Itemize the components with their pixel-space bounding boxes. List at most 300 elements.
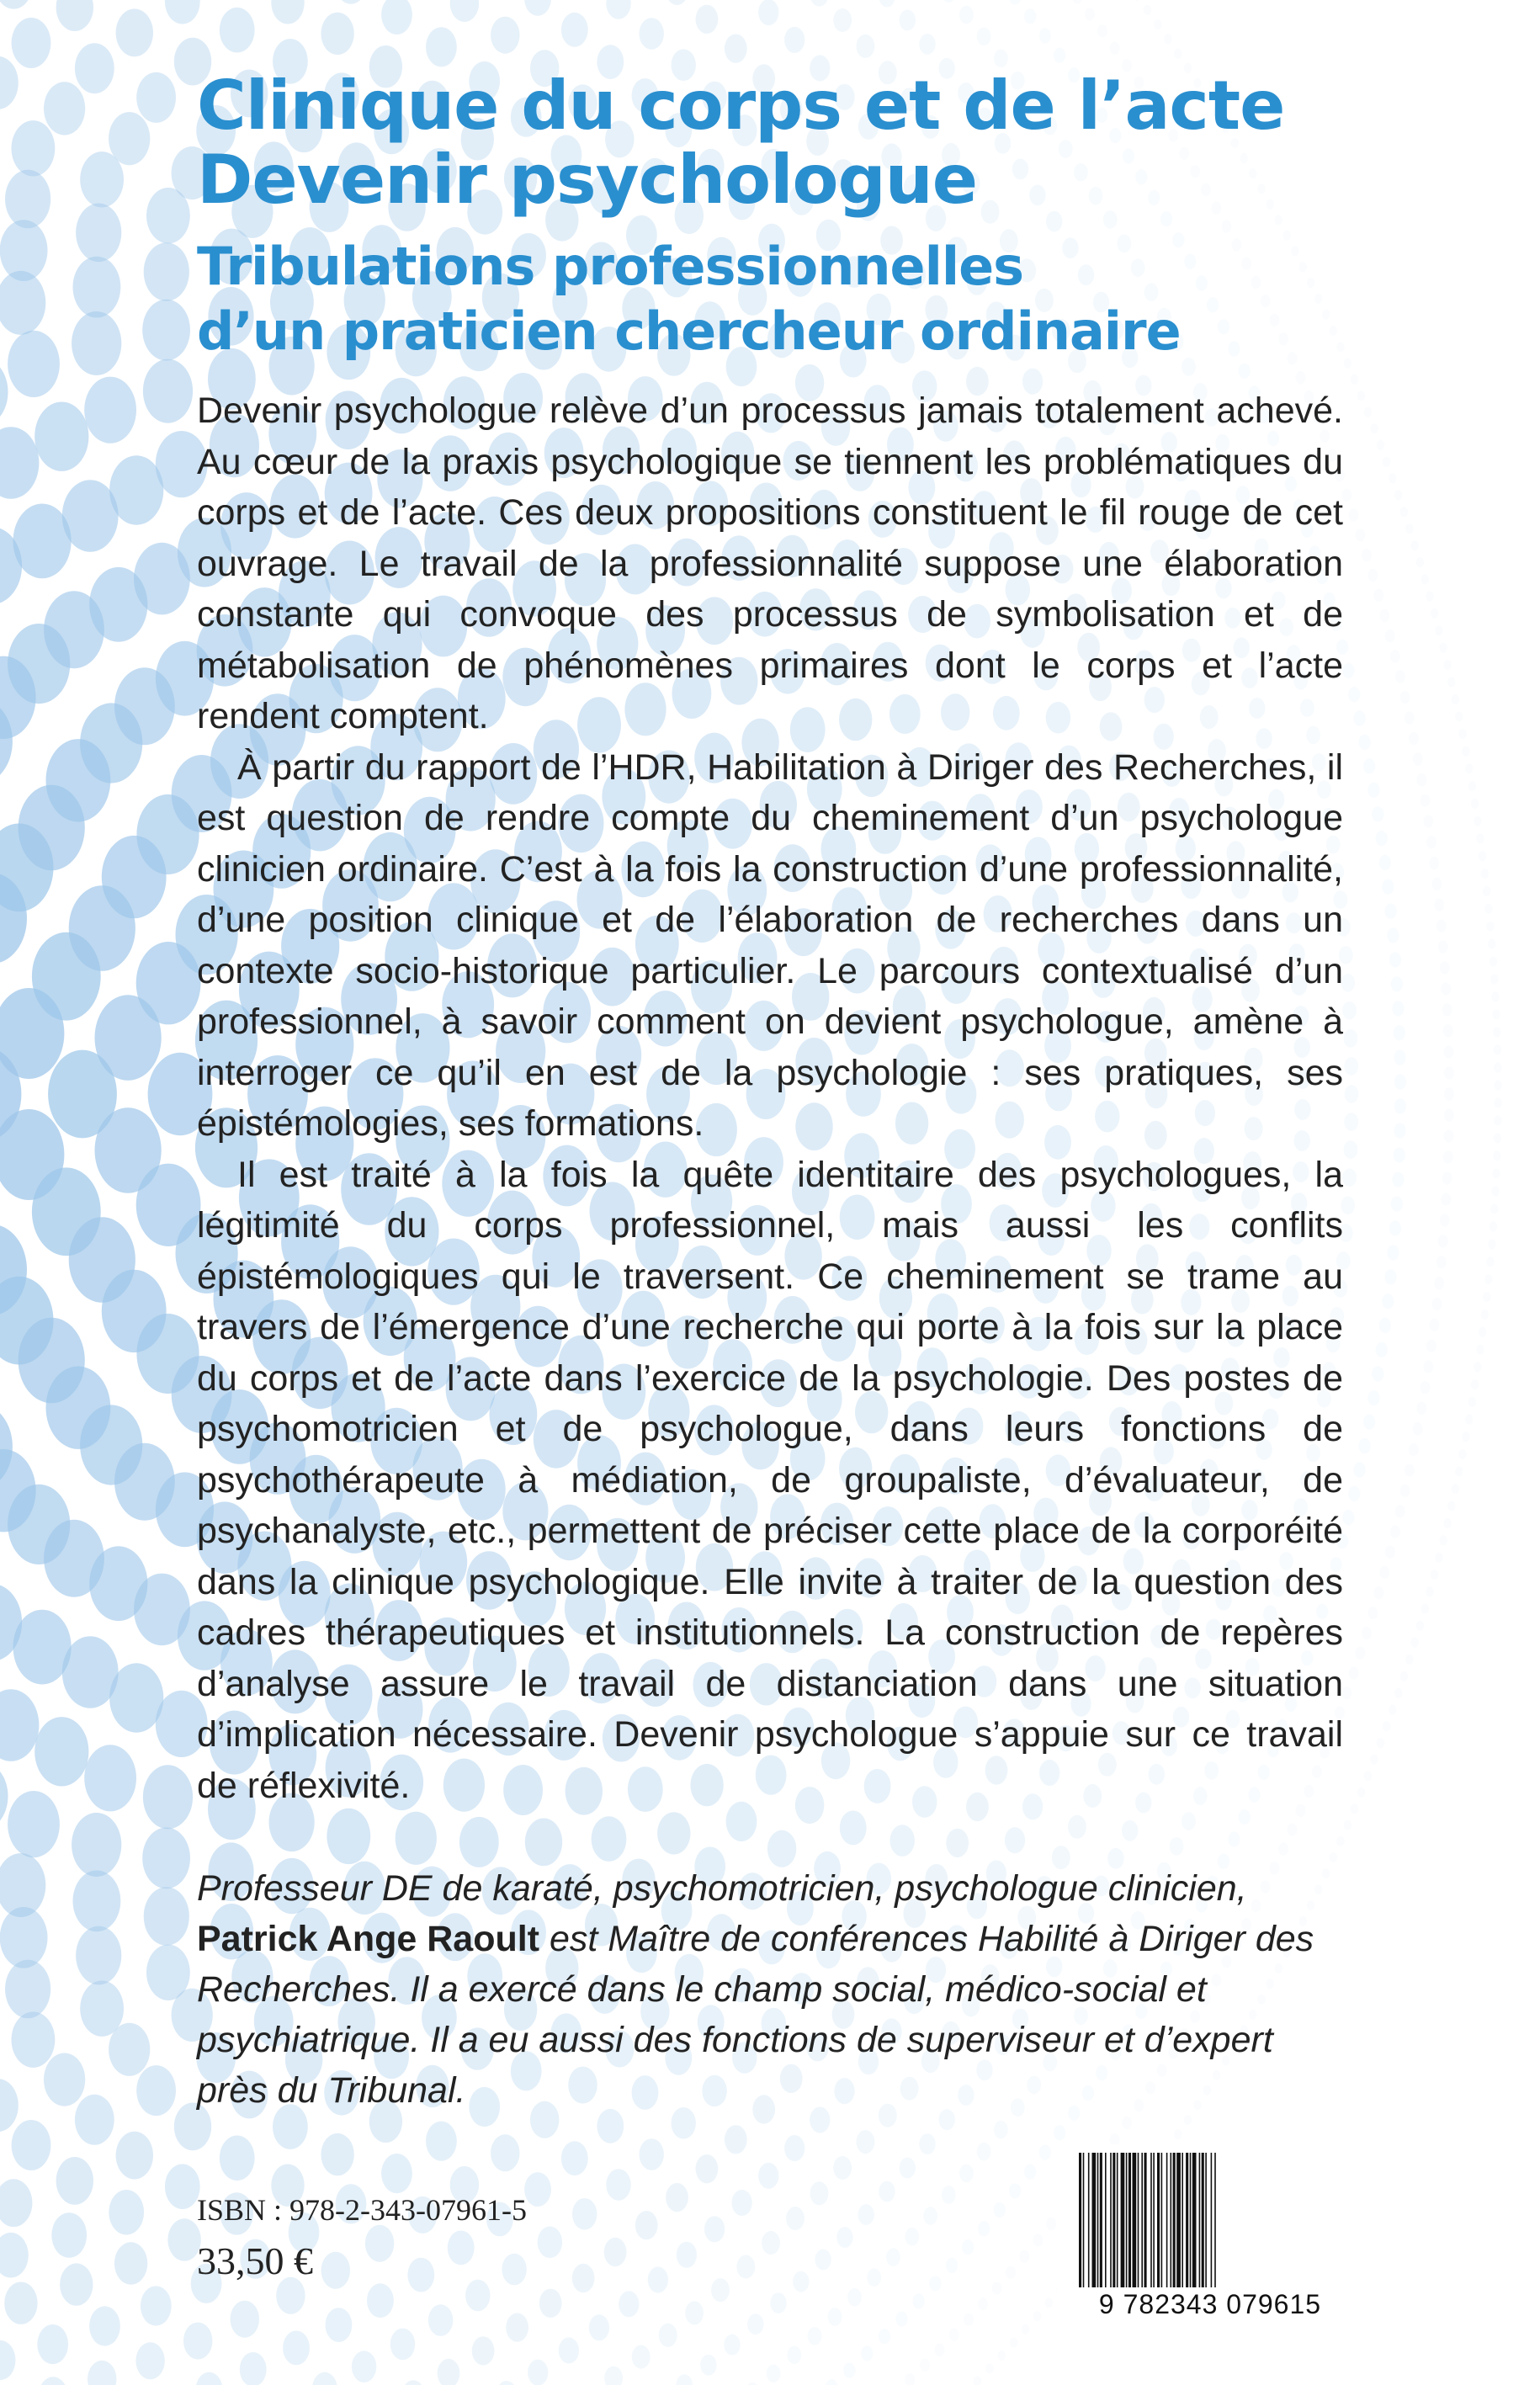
barcode-bar bbox=[1192, 2153, 1197, 2287]
background-dot bbox=[1372, 1366, 1383, 1381]
background-dot bbox=[1389, 1705, 1396, 1715]
barcode-bar bbox=[1092, 2153, 1097, 2287]
barcode-bar bbox=[1161, 2153, 1163, 2287]
price: 33,50 € bbox=[197, 2239, 313, 2282]
background-dot bbox=[524, 0, 551, 16]
background-dot bbox=[506, 2313, 528, 2341]
background-dot bbox=[1400, 1671, 1408, 1681]
background-dot bbox=[0, 2179, 32, 2227]
background-dot bbox=[1164, 34, 1171, 44]
background-dot bbox=[1377, 1738, 1384, 1748]
background-dot bbox=[1394, 1123, 1405, 1138]
background-dot bbox=[37, 2324, 68, 2364]
barcode-bar bbox=[1144, 2153, 1147, 2287]
background-dot bbox=[1432, 878, 1442, 890]
background-dot bbox=[426, 2122, 457, 2161]
background-dot bbox=[559, 2337, 579, 2363]
background-dot bbox=[1458, 1449, 1466, 1459]
background-dot bbox=[381, 2154, 412, 2193]
background-dot bbox=[561, 2141, 588, 2175]
background-dot bbox=[1390, 650, 1400, 662]
background-dot bbox=[1443, 1518, 1451, 1528]
barcode-bar bbox=[1202, 2153, 1204, 2287]
background-dot bbox=[1424, 815, 1434, 827]
background-dot bbox=[1486, 922, 1494, 932]
barcode-bar bbox=[1150, 2153, 1152, 2287]
background-dot bbox=[685, 2301, 704, 2324]
background-dot bbox=[39, 2377, 67, 2385]
background-dot bbox=[942, 0, 956, 3]
background-dot bbox=[1491, 1187, 1499, 1197]
background-dot bbox=[72, 1813, 121, 1877]
background-dot bbox=[465, 2280, 490, 2312]
background-dot bbox=[271, 0, 304, 24]
background-dot bbox=[73, 257, 121, 318]
background-dot bbox=[784, 27, 805, 53]
bio-before: Professeur DE de karaté, psychomotricien, psychologue clinicien, bbox=[197, 1868, 1247, 1909]
background-dot bbox=[56, 2157, 93, 2205]
background-dot bbox=[905, 2373, 915, 2385]
barcode-bar bbox=[1113, 2153, 1115, 2287]
background-dot bbox=[1364, 1771, 1372, 1781]
background-dot bbox=[1400, 507, 1408, 517]
background-dot bbox=[1436, 1256, 1447, 1268]
background-dot bbox=[1394, 1098, 1406, 1113]
background-dot bbox=[1085, 8, 1095, 20]
background-dot bbox=[1351, 1803, 1358, 1814]
background-dot bbox=[5, 1960, 50, 2019]
barcode-bar bbox=[1171, 2153, 1172, 2287]
background-dot bbox=[1389, 952, 1401, 967]
background-dot bbox=[1493, 1151, 1500, 1161]
background-dot bbox=[1494, 1081, 1501, 1091]
background-dot bbox=[1434, 899, 1444, 911]
author-bio bbox=[197, 1863, 1343, 2116]
background-dot bbox=[1385, 629, 1395, 642]
background-dot bbox=[1379, 855, 1391, 870]
background-dot bbox=[44, 82, 85, 135]
barcode-bar bbox=[1133, 2153, 1137, 2287]
bio-after: est Maître de conférences Habilité à Diriger des Recherches. Il a exercé dans le champ social, médico-social et psychiatrique. Il a eu aussi des fonctions de superviseur et d’expert près du Tribunal. bbox=[197, 1919, 1314, 2111]
background-dot bbox=[1455, 1467, 1463, 1477]
background-dot bbox=[1494, 1045, 1501, 1055]
background-dot bbox=[1426, 592, 1433, 602]
background-dot bbox=[1424, 1360, 1434, 1373]
background-dot bbox=[1476, 1345, 1484, 1355]
background-dot bbox=[1409, 732, 1419, 745]
background-dot bbox=[0, 1761, 8, 1830]
background-dot bbox=[136, 72, 176, 123]
background-dot bbox=[1390, 1526, 1400, 1538]
background-dot bbox=[978, 2297, 988, 2310]
background-dot bbox=[1444, 1045, 1454, 1058]
background-dot bbox=[1435, 625, 1442, 635]
background-dot bbox=[231, 2301, 259, 2338]
background-dot bbox=[826, 2379, 837, 2385]
background-dot bbox=[1440, 961, 1450, 974]
background-dot bbox=[1356, 529, 1366, 541]
barcode-bar bbox=[1157, 2153, 1160, 2287]
barcode-bar bbox=[1100, 2153, 1102, 2287]
background-dot bbox=[135, 2342, 164, 2379]
background-dot bbox=[1174, 49, 1182, 59]
barcode-bar bbox=[1190, 2153, 1192, 2287]
description-paragraph-1: Devenir psychologue relève d’un processus jamais totalement achevé. Au cœur de la praxis psychologique se tiennent les problématiques du corps et de l’acte. Ces deux propositions constituent le fil rouge de cet ouvrage. Le travail de la professionnalité suppose une élaboration constante qui convoque des processus de symbolisation et de métabolisation de phénomènes primaires dont le corps et l’acte rendent comptent. bbox=[197, 390, 1343, 736]
background-dot bbox=[1411, 540, 1419, 550]
barcode-bar bbox=[1088, 2153, 1090, 2287]
background-dot bbox=[196, 2372, 223, 2385]
background-dot bbox=[1039, 2144, 1051, 2159]
background-dot bbox=[1416, 1621, 1424, 1631]
background-dot bbox=[1033, 2234, 1043, 2246]
background-dot bbox=[1447, 1501, 1455, 1511]
background-dot bbox=[725, 2125, 747, 2154]
barcode-bar bbox=[1199, 2153, 1201, 2287]
barcode-bar bbox=[1182, 2153, 1183, 2287]
background-dot bbox=[1010, 2338, 1017, 2348]
background-dot bbox=[1438, 1235, 1448, 1247]
background-dot bbox=[905, 2228, 919, 2246]
background-dot bbox=[136, 2065, 176, 2116]
background-dot bbox=[1491, 992, 1499, 1002]
background-dot bbox=[56, 0, 93, 31]
background-dot bbox=[1452, 1484, 1459, 1494]
background-dot bbox=[75, 2095, 114, 2145]
background-dot bbox=[1452, 694, 1459, 704]
background-dot bbox=[879, 2181, 895, 2202]
background-dot bbox=[604, 2366, 623, 2385]
background-dot bbox=[116, 9, 153, 57]
background-dot bbox=[1409, 1443, 1419, 1456]
background-dot bbox=[879, 0, 895, 7]
background-dot bbox=[606, 0, 630, 19]
background-dot bbox=[677, 2242, 697, 2268]
background-dot bbox=[1046, 2218, 1056, 2230]
background-dot bbox=[942, 2186, 956, 2204]
background-dot bbox=[1481, 1309, 1489, 1320]
background-dot bbox=[1431, 608, 1438, 619]
background-dot bbox=[606, 2169, 630, 2201]
background-dot bbox=[89, 2306, 120, 2345]
background-dot bbox=[0, 1689, 39, 1761]
description-paragraph-3: Il est traité à la fois la quête identitaire des psychologues, la légitimité du corps professionnel, mais aussi les conflits épistémologiques qui le traversent. Ce cheminement se trame au travers de l’émergence d’une recherche qui porte à la fois sur la place du corps et de l’acte dans l’exercice de la psychologie. Des postes de psychomotricien et de psychologue, dans leurs fonctions de psychothérapeute à médiation, de groupaliste, d’évaluateur, de psychanalyste, etc., permettent de préciser cette place de la corporéité dans la clinique psychologique. Elle invite à traiter de la question des cadres thérapeutiques et institutionnels. La construction de repères d’analyse assure le travail de distanciation dans une situation d’implication nécessaire. Devenir psychologue s’appuie sur ce travail de réflexivité. bbox=[197, 1154, 1343, 1806]
background-dot bbox=[632, 2345, 651, 2369]
background-dot bbox=[725, 35, 747, 63]
background-dot bbox=[1344, 1057, 1358, 1076]
background-dot bbox=[1488, 1239, 1495, 1249]
background-dot bbox=[833, 8, 852, 32]
background-dot bbox=[1444, 1129, 1454, 1142]
background-dot bbox=[998, 2350, 1006, 2361]
background-dot bbox=[900, 10, 916, 31]
background-dot bbox=[677, 2374, 693, 2385]
background-dot bbox=[572, 2264, 595, 2292]
background-dot bbox=[1394, 1049, 1405, 1065]
background-dot bbox=[1364, 407, 1372, 417]
background-dot bbox=[1494, 1098, 1501, 1108]
background-dot bbox=[1054, 47, 1065, 62]
background-dot bbox=[1039, 28, 1051, 43]
background-dot bbox=[1348, 1486, 1360, 1501]
background-dot bbox=[1367, 783, 1379, 798]
background-dot bbox=[1484, 1274, 1492, 1284]
background-dot bbox=[977, 2143, 991, 2161]
background-dot bbox=[935, 2344, 945, 2356]
background-dot bbox=[1443, 1150, 1453, 1163]
barcode-bars bbox=[1079, 2153, 1341, 2292]
background-dot bbox=[1447, 677, 1455, 688]
book-title bbox=[197, 66, 1343, 219]
background-dot bbox=[167, 2218, 200, 2260]
background-dot bbox=[472, 2336, 495, 2365]
background-dot bbox=[1441, 982, 1451, 995]
background-dot bbox=[867, 2268, 881, 2287]
background-dot bbox=[949, 2329, 959, 2341]
background-dot bbox=[1379, 609, 1389, 622]
background-dot bbox=[1342, 1001, 1357, 1020]
background-dot bbox=[912, 2293, 924, 2308]
background-dot bbox=[1444, 1087, 1454, 1100]
background-dot bbox=[1367, 569, 1378, 582]
background-dot bbox=[183, 2323, 212, 2360]
background-dot bbox=[895, 2311, 907, 2326]
background-dot bbox=[1492, 1169, 1500, 1179]
background-dot bbox=[1394, 490, 1402, 500]
background-dot bbox=[1379, 1566, 1389, 1579]
background-dot bbox=[1474, 816, 1481, 826]
background-dot bbox=[12, 2120, 51, 2170]
background-dot bbox=[994, 2121, 1008, 2139]
background-dot bbox=[589, 2314, 609, 2340]
background-dot bbox=[1490, 1221, 1497, 1231]
background-dot bbox=[1421, 574, 1429, 584]
background-dot bbox=[1476, 833, 1484, 843]
background-dot bbox=[994, 50, 1008, 68]
background-dot bbox=[619, 2291, 639, 2317]
background-dot bbox=[539, 2289, 562, 2318]
background-dot bbox=[407, 2258, 434, 2292]
background-dot bbox=[283, 2331, 310, 2366]
barcode-bar bbox=[1117, 2153, 1118, 2287]
background-dot bbox=[1490, 957, 1497, 967]
background-dot bbox=[1009, 0, 1021, 5]
background-dot bbox=[1392, 1171, 1404, 1187]
background-dot bbox=[1392, 1001, 1404, 1016]
background-dot bbox=[1432, 1298, 1442, 1310]
background-dot bbox=[528, 2360, 548, 2385]
background-dot bbox=[1383, 457, 1390, 467]
background-dot bbox=[1429, 857, 1439, 869]
background-dot bbox=[220, 2136, 255, 2181]
background-dot bbox=[1442, 1003, 1452, 1016]
background-dot bbox=[1444, 1108, 1454, 1121]
background-dot bbox=[4, 2282, 37, 2324]
background-dot bbox=[1405, 1463, 1415, 1476]
background-dot bbox=[1483, 1292, 1490, 1302]
background-dot bbox=[648, 2266, 668, 2292]
background-dot bbox=[390, 2329, 415, 2361]
background-dot bbox=[1384, 1269, 1396, 1284]
back-cover-content bbox=[197, 66, 1343, 2116]
barcode-bar bbox=[1176, 2153, 1181, 2287]
background-dot bbox=[365, 2225, 394, 2262]
background-dot bbox=[1391, 1196, 1403, 1211]
background-dot bbox=[0, 2233, 29, 2278]
background-dot bbox=[1471, 799, 1479, 809]
background-dot bbox=[1395, 671, 1405, 683]
background-dot bbox=[1443, 660, 1451, 670]
barcode-bar bbox=[1166, 2153, 1168, 2287]
background-dot bbox=[381, 0, 412, 35]
background-dot bbox=[497, 2381, 517, 2385]
background-dot bbox=[1349, 1666, 1359, 1679]
background-dot bbox=[1426, 836, 1436, 848]
background-dot bbox=[635, 2211, 658, 2239]
background-dot bbox=[1097, 24, 1107, 37]
background-dot bbox=[900, 2158, 916, 2179]
background-dot bbox=[1362, 1627, 1372, 1639]
background-dot bbox=[1394, 1688, 1402, 1698]
background-dot bbox=[0, 1907, 48, 1968]
background-dot bbox=[144, 242, 189, 301]
background-dot bbox=[659, 2324, 677, 2347]
background-dot bbox=[1465, 1415, 1473, 1425]
background-dot bbox=[51, 2212, 87, 2258]
background-dot bbox=[1484, 904, 1492, 914]
background-dot bbox=[1341, 489, 1351, 502]
background-dot bbox=[1033, 2311, 1041, 2321]
background-dot bbox=[1342, 1510, 1354, 1525]
background-dot bbox=[1468, 1397, 1476, 1407]
background-dot bbox=[828, 2308, 842, 2326]
background-dot bbox=[1184, 2115, 1192, 2125]
title-line-2: Devenir psychologue bbox=[197, 141, 977, 219]
barcode-bar bbox=[1083, 2153, 1085, 2287]
background-dot bbox=[1416, 773, 1426, 786]
background-dot bbox=[919, 34, 935, 55]
title-line-1: Clinique du corps et de l’acte bbox=[197, 66, 1285, 145]
background-dot bbox=[1372, 806, 1383, 821]
background-dot bbox=[502, 2254, 526, 2286]
background-dot bbox=[321, 13, 353, 55]
background-dot bbox=[724, 2335, 740, 2356]
background-dot bbox=[1488, 939, 1495, 949]
background-dot bbox=[1468, 781, 1476, 791]
barcode bbox=[1057, 2144, 1363, 2338]
background-dot bbox=[962, 2239, 974, 2255]
background-dot bbox=[1394, 1147, 1405, 1162]
background-dot bbox=[561, 13, 588, 47]
barcode-bar bbox=[1141, 2153, 1143, 2287]
background-dot bbox=[815, 2250, 831, 2271]
background-dot bbox=[450, 0, 479, 22]
author-name: Patrick Ange Raoult bbox=[197, 1919, 539, 1959]
barcode-bar bbox=[1186, 2153, 1188, 2287]
background-dot bbox=[1465, 763, 1473, 773]
background-dot bbox=[8, 331, 60, 397]
subtitle-line-1: Tribulations professionnelles bbox=[197, 236, 1024, 297]
background-dot bbox=[1483, 886, 1490, 896]
background-dot bbox=[1494, 1116, 1501, 1126]
background-dot bbox=[1436, 920, 1447, 932]
background-dot bbox=[977, 28, 991, 46]
background-dot bbox=[1443, 1024, 1453, 1037]
background-dot bbox=[8, 1791, 60, 1857]
background-dot bbox=[1421, 794, 1431, 807]
background-dot bbox=[1400, 691, 1410, 704]
background-dot bbox=[1411, 1638, 1419, 1648]
background-dot bbox=[12, 2012, 56, 2068]
background-dot bbox=[1426, 1586, 1433, 1596]
background-dot bbox=[1462, 1432, 1469, 1442]
background-dot bbox=[1144, 5, 1151, 15]
barcode-bar bbox=[1214, 2153, 1216, 2287]
background-dot bbox=[1394, 1074, 1406, 1089]
background-dot bbox=[1363, 758, 1375, 773]
barcode-bar bbox=[1110, 2153, 1112, 2287]
background-dot bbox=[1134, 0, 1141, 1]
background-dot bbox=[1374, 1586, 1384, 1599]
background-dot bbox=[312, 2372, 337, 2385]
background-dot bbox=[448, 2231, 475, 2265]
background-dot bbox=[992, 2281, 1002, 2294]
background-dot bbox=[1353, 710, 1365, 725]
background-dot bbox=[786, 2207, 805, 2230]
barcode-bar bbox=[1105, 2153, 1107, 2287]
background-dot bbox=[736, 2255, 755, 2279]
background-dot bbox=[1122, 2117, 1132, 2129]
background-dot bbox=[843, 2362, 855, 2377]
background-dot bbox=[1110, 42, 1120, 55]
background-dot bbox=[220, 8, 255, 53]
isbn: ISBN : 978-2-343-07961-5 bbox=[197, 2193, 527, 2227]
background-dot bbox=[1434, 1277, 1444, 1289]
background-dot bbox=[919, 2133, 935, 2154]
background-dot bbox=[438, 2359, 460, 2385]
background-dot bbox=[1494, 1063, 1501, 1073]
background-dot bbox=[73, 1871, 121, 1932]
background-dot bbox=[428, 2304, 453, 2336]
background-dot bbox=[1344, 1820, 1351, 1830]
background-dot bbox=[76, 204, 121, 263]
background-dot bbox=[1022, 2324, 1029, 2335]
background-dot bbox=[0, 2340, 16, 2380]
background-dot bbox=[491, 17, 519, 54]
background-dot bbox=[857, 2130, 875, 2154]
background-dot bbox=[402, 2380, 425, 2385]
background-dot bbox=[1405, 711, 1415, 724]
background-dot bbox=[1442, 1171, 1452, 1184]
background-dot bbox=[1344, 1140, 1358, 1159]
background-dot bbox=[76, 1926, 121, 1985]
background-dot bbox=[1342, 663, 1354, 678]
barcode-bar bbox=[1121, 2153, 1125, 2287]
background-dot bbox=[1438, 941, 1448, 953]
background-dot bbox=[747, 2313, 763, 2335]
background-dot bbox=[833, 2156, 852, 2180]
background-dot bbox=[1377, 440, 1384, 450]
background-dot bbox=[0, 2079, 19, 2132]
background-dot bbox=[1362, 549, 1372, 561]
background-dot bbox=[1351, 374, 1358, 385]
background-dot bbox=[1367, 1390, 1379, 1405]
background-dot bbox=[144, 1887, 189, 1946]
background-dot bbox=[857, 35, 875, 58]
background-dot bbox=[1006, 2266, 1016, 2279]
background-dot bbox=[767, 2365, 781, 2383]
background-dot bbox=[60, 2263, 93, 2305]
background-dot bbox=[1440, 1214, 1450, 1226]
